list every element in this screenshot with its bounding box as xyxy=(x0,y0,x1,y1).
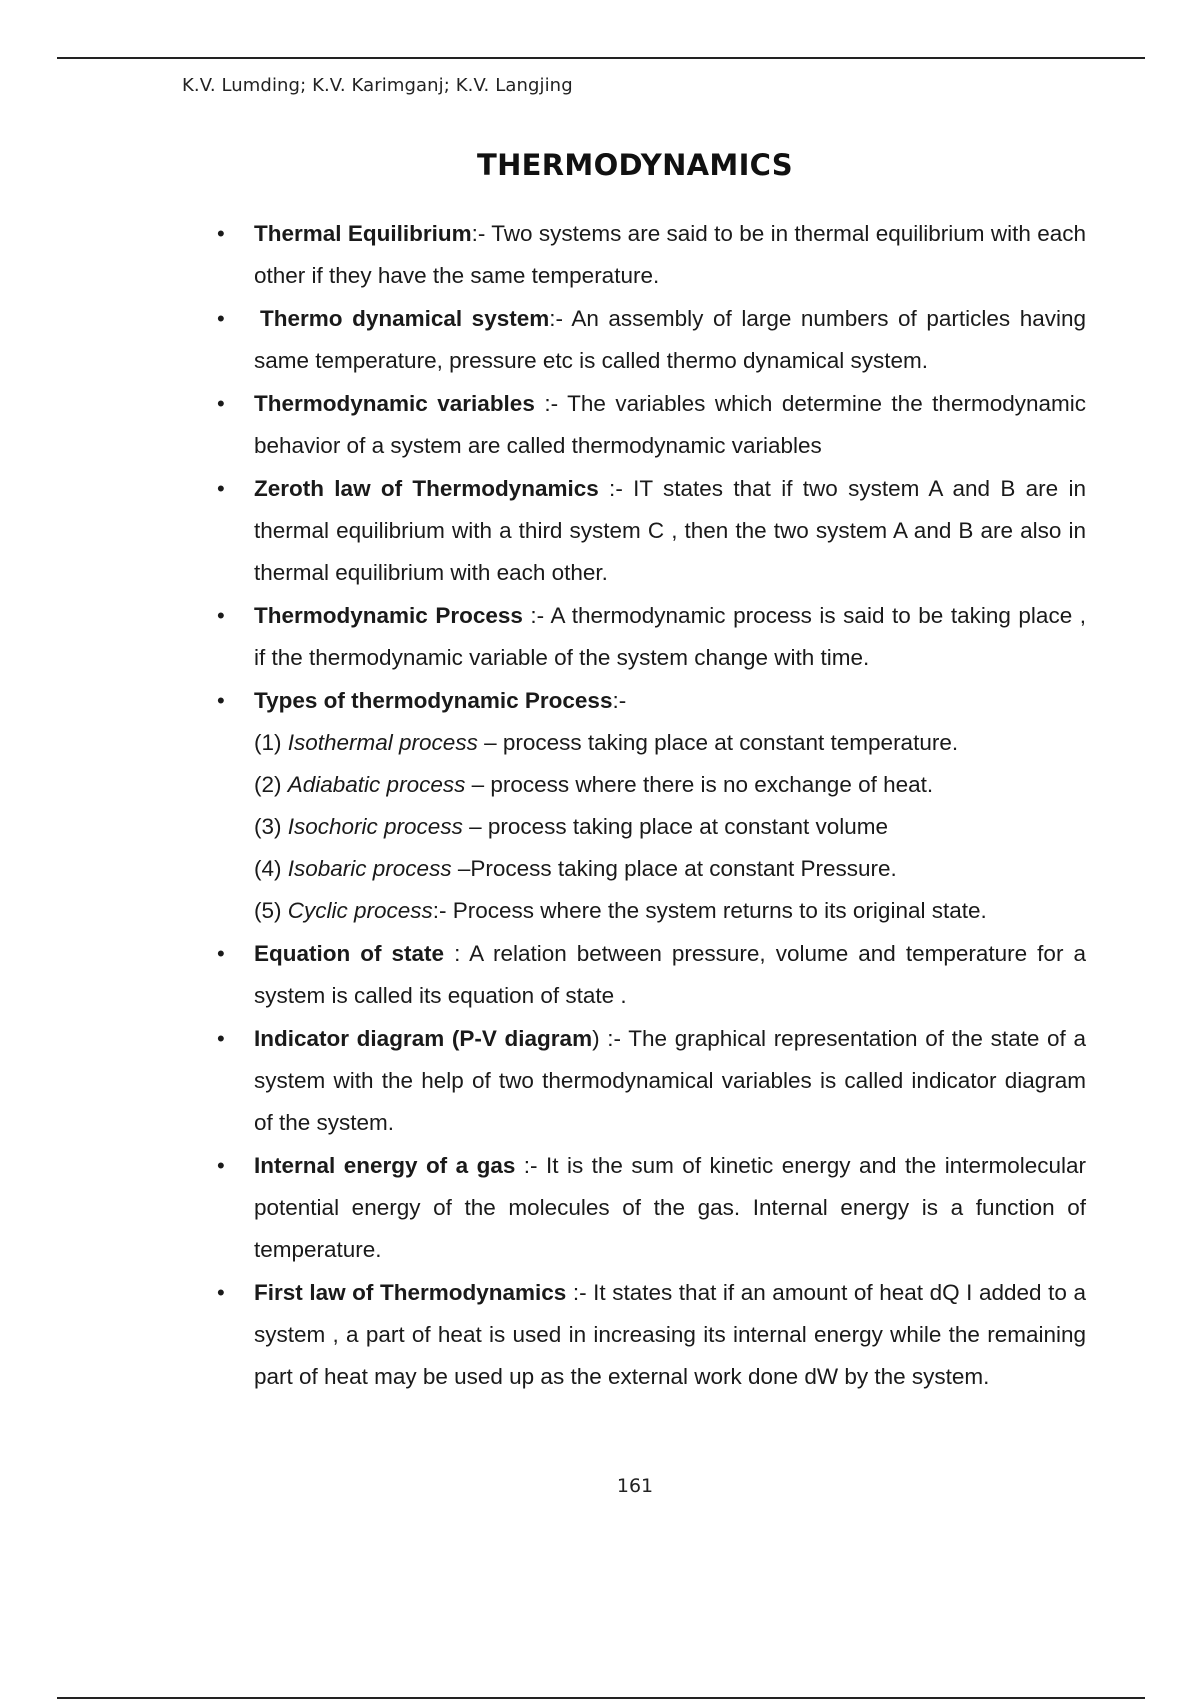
topic-term: Zeroth law of Thermodynamics xyxy=(254,476,599,501)
topic-text: :- It states that if an amount of heat dQ I added to a system , a part of heat is used in increasing its internal energy while the remaining part of heat may be used up as the external work done dW by the system. xyxy=(254,1280,1086,1389)
process-item-isobaric xyxy=(254,848,1086,890)
process-type-list xyxy=(254,722,1086,932)
process-name: Adiabatic process xyxy=(287,772,466,797)
bullet-icon: • xyxy=(217,688,225,713)
process-number: (5) xyxy=(254,898,288,923)
bottom-rule xyxy=(57,1697,1145,1699)
process-name: Isobaric process xyxy=(287,856,452,881)
bullet-icon: • xyxy=(217,221,225,246)
topic-zeroth-law xyxy=(214,468,1086,594)
topic-term: Thermal Equilibrium xyxy=(254,221,472,246)
process-number: (3) xyxy=(254,814,288,839)
bullet-icon: • xyxy=(217,1153,225,1178)
topic-thermodynamic-variables xyxy=(214,383,1086,467)
topic-term: Types of thermodynamic Process xyxy=(254,688,613,713)
process-number: (1) xyxy=(254,730,288,755)
process-name: Isochoric process xyxy=(287,814,463,839)
bullet-icon: • xyxy=(217,941,225,966)
bullet-icon: • xyxy=(217,1026,225,1051)
topic-term: Internal energy of a gas xyxy=(254,1153,516,1178)
topic-text: : A relation between pressure, volume and temperature for a system is called its equation of state . xyxy=(254,941,1086,1008)
topic-text: :- IT states that if two system A and B are in thermal equilibrium with a third system C , then the two system A and B are also in thermal equilibrium with each other. xyxy=(254,476,1087,585)
process-number: (2) xyxy=(254,772,288,797)
topic-types-of-process xyxy=(214,680,1086,932)
topic-term: Thermodynamic Process xyxy=(254,603,523,628)
page-title: THERMODYNAMICS xyxy=(477,148,793,182)
process-description: – process taking place at constant volume xyxy=(462,814,889,839)
topic-term: First law of Thermodynamics xyxy=(254,1280,567,1305)
topic-text: :- An assembly of large numbers of particles having same temperature, pressure etc is called thermo dynamical system. xyxy=(254,306,1086,373)
topic-thermal-equilibrium xyxy=(214,213,1086,297)
topic-text: :- A thermodynamic process is said to be taking place , if the thermodynamic variable of the system change with time. xyxy=(254,603,1086,670)
topic-equation-of-state xyxy=(214,933,1086,1017)
top-rule xyxy=(57,57,1145,59)
topic-list xyxy=(214,213,1086,1398)
bullet-icon: • xyxy=(217,603,225,628)
topic-indicator-diagram xyxy=(214,1018,1086,1144)
process-description: – process taking place at constant temperature. xyxy=(477,730,959,755)
process-item-cyclic xyxy=(254,890,1086,932)
process-name: Cyclic process xyxy=(287,898,433,923)
process-number: (4) xyxy=(254,856,288,881)
bullet-icon: • xyxy=(217,391,225,416)
topic-term: Thermo dynamical system xyxy=(260,306,550,331)
topic-text: :- It is the sum of kinetic energy and the intermolecular potential energy of the molecules of the gas. Internal energy is a function of temperature. xyxy=(254,1153,1086,1262)
topic-text: ) :- The graphical representation of the state of a system with the help of two thermodynamical variables is called indicator diagram of the system. xyxy=(254,1026,1086,1135)
topic-text: :- The variables which determine the thermodynamic behavior of a system are called thermodynamic variables xyxy=(254,391,1086,458)
page-header: K.V. Lumding; K.V. Karimganj; K.V. Langjing xyxy=(182,75,573,96)
main-content xyxy=(214,213,1086,1399)
topic-text: :- Two systems are said to be in thermal equilibrium with each other if they have the same temperature. xyxy=(254,221,1086,288)
topic-first-law xyxy=(214,1272,1086,1398)
topic-thermodynamic-process xyxy=(214,595,1086,679)
topic-internal-energy xyxy=(214,1145,1086,1271)
process-description: –Process taking place at constant Pressure. xyxy=(451,856,897,881)
bullet-icon: • xyxy=(217,306,225,331)
topic-thermo-dynamical-system xyxy=(214,298,1086,382)
process-name: Isothermal process xyxy=(287,730,478,755)
bullet-icon: • xyxy=(217,476,225,501)
process-description: – process where there is no exchange of heat. xyxy=(465,772,934,797)
topic-term: Thermodynamic variables xyxy=(254,391,535,416)
process-item-isothermal xyxy=(254,722,1086,764)
topic-term: Indicator diagram (P-V diagram xyxy=(254,1026,593,1051)
process-item-adiabatic xyxy=(254,764,1086,806)
bullet-icon: • xyxy=(217,1280,225,1305)
page-number: 161 xyxy=(616,1475,654,1497)
topic-text: :- xyxy=(612,688,627,713)
process-item-isochoric xyxy=(254,806,1086,848)
process-description: :- Process where the system returns to its original state. xyxy=(432,898,987,923)
topic-term: Equation of state xyxy=(254,941,445,966)
